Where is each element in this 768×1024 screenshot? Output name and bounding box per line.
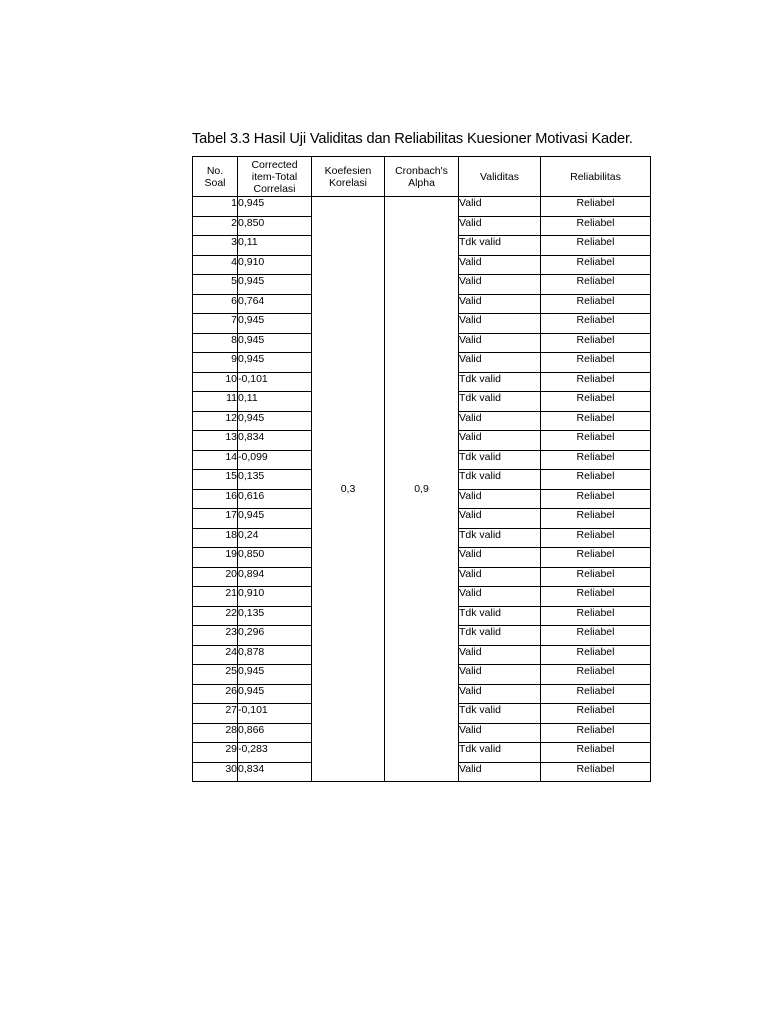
cell-reliabilitas: Reliabel <box>541 372 651 392</box>
cell-validitas: Valid <box>459 216 541 236</box>
cell-validitas: Valid <box>459 197 541 217</box>
cell-validitas: Valid <box>459 762 541 782</box>
header-corrected-item-total: Corrected item-Total Correlasi <box>238 157 312 197</box>
cell-no-soal: 7 <box>193 314 238 334</box>
cell-corrected-item-total: 0,945 <box>238 509 312 529</box>
cell-no-soal: 19 <box>193 548 238 568</box>
cell-corrected-item-total: 0,945 <box>238 197 312 217</box>
cell-corrected-item-total: 0,296 <box>238 626 312 646</box>
cell-no-soal: 4 <box>193 255 238 275</box>
cell-no-soal: 22 <box>193 606 238 626</box>
cell-no-soal: 5 <box>193 275 238 295</box>
cell-corrected-item-total: 0,945 <box>238 333 312 353</box>
cell-no-soal: 29 <box>193 743 238 763</box>
cell-corrected-item-total: 0,878 <box>238 645 312 665</box>
header-koefesien-korelasi: Koefesien Korelasi <box>312 157 385 197</box>
cell-corrected-item-total: 0,850 <box>238 216 312 236</box>
cell-corrected-item-total: 0,11 <box>238 392 312 412</box>
cell-no-soal: 14 <box>193 450 238 470</box>
cell-validitas: Tdk valid <box>459 236 541 256</box>
cell-reliabilitas: Reliabel <box>541 548 651 568</box>
cell-reliabilitas: Reliabel <box>541 723 651 743</box>
cell-corrected-item-total: 0,764 <box>238 294 312 314</box>
cell-validitas: Tdk valid <box>459 626 541 646</box>
cell-reliabilitas: Reliabel <box>541 587 651 607</box>
cell-no-soal: 24 <box>193 645 238 665</box>
cell-validitas: Valid <box>459 567 541 587</box>
cell-corrected-item-total: 0,616 <box>238 489 312 509</box>
header-reliabilitas: Reliabilitas <box>541 157 651 197</box>
cell-validitas: Valid <box>459 684 541 704</box>
cell-corrected-item-total: 0,850 <box>238 548 312 568</box>
cell-no-soal: 1 <box>193 197 238 217</box>
cell-validitas: Valid <box>459 723 541 743</box>
cell-no-soal: 6 <box>193 294 238 314</box>
cell-corrected-item-total: 0,945 <box>238 411 312 431</box>
cell-reliabilitas: Reliabel <box>541 294 651 314</box>
cell-validitas: Valid <box>459 411 541 431</box>
cell-no-soal: 20 <box>193 567 238 587</box>
cell-validitas: Tdk valid <box>459 450 541 470</box>
cell-no-soal: 27 <box>193 704 238 724</box>
cell-no-soal: 18 <box>193 528 238 548</box>
header-validitas: Validitas <box>459 157 541 197</box>
cell-validitas: Tdk valid <box>459 704 541 724</box>
cell-validitas: Tdk valid <box>459 528 541 548</box>
cell-no-soal: 11 <box>193 392 238 412</box>
header-no-soal: No. Soal <box>193 157 238 197</box>
cell-reliabilitas: Reliabel <box>541 704 651 724</box>
cell-corrected-item-total: -0,099 <box>238 450 312 470</box>
cell-reliabilitas: Reliabel <box>541 665 651 685</box>
cell-reliabilitas: Reliabel <box>541 567 651 587</box>
cell-validitas: Valid <box>459 314 541 334</box>
cell-reliabilitas: Reliabel <box>541 431 651 451</box>
cell-validitas: Tdk valid <box>459 743 541 763</box>
cell-reliabilitas: Reliabel <box>541 684 651 704</box>
cell-corrected-item-total: 0,945 <box>238 275 312 295</box>
cell-no-soal: 21 <box>193 587 238 607</box>
cell-cronbachs-alpha: 0,9 <box>385 197 459 782</box>
table-caption: Tabel 3.3 Hasil Uji Validitas dan Reliabilitas Kuesioner Motivasi Kader. <box>192 131 633 147</box>
cell-reliabilitas: Reliabel <box>541 275 651 295</box>
cell-reliabilitas: Reliabel <box>541 528 651 548</box>
cell-reliabilitas: Reliabel <box>541 743 651 763</box>
cell-validitas: Valid <box>459 294 541 314</box>
cell-validitas: Valid <box>459 489 541 509</box>
cell-reliabilitas: Reliabel <box>541 197 651 217</box>
cell-corrected-item-total: 0,894 <box>238 567 312 587</box>
cell-corrected-item-total: 0,834 <box>238 431 312 451</box>
cell-corrected-item-total: 0,945 <box>238 684 312 704</box>
cell-no-soal: 12 <box>193 411 238 431</box>
cell-reliabilitas: Reliabel <box>541 626 651 646</box>
cell-no-soal: 16 <box>193 489 238 509</box>
header-row <box>193 157 651 197</box>
cell-reliabilitas: Reliabel <box>541 314 651 334</box>
cell-reliabilitas: Reliabel <box>541 509 651 529</box>
cell-corrected-item-total: -0,101 <box>238 704 312 724</box>
cell-validitas: Valid <box>459 431 541 451</box>
table-row <box>193 197 651 217</box>
cell-validitas: Valid <box>459 275 541 295</box>
cell-no-soal: 30 <box>193 762 238 782</box>
cell-reliabilitas: Reliabel <box>541 606 651 626</box>
cell-reliabilitas: Reliabel <box>541 489 651 509</box>
cell-validitas: Tdk valid <box>459 606 541 626</box>
cell-corrected-item-total: 0,834 <box>238 762 312 782</box>
cell-no-soal: 23 <box>193 626 238 646</box>
cell-reliabilitas: Reliabel <box>541 255 651 275</box>
cell-corrected-item-total: 0,945 <box>238 665 312 685</box>
cell-validitas: Valid <box>459 333 541 353</box>
cell-reliabilitas: Reliabel <box>541 762 651 782</box>
cell-no-soal: 2 <box>193 216 238 236</box>
cell-validitas: Valid <box>459 255 541 275</box>
validity-reliability-table <box>192 156 651 782</box>
cell-no-soal: 17 <box>193 509 238 529</box>
cell-reliabilitas: Reliabel <box>541 450 651 470</box>
cell-no-soal: 13 <box>193 431 238 451</box>
cell-reliabilitas: Reliabel <box>541 216 651 236</box>
header-cronbachs-alpha: Cronbach's Alpha <box>385 157 459 197</box>
cell-corrected-item-total: 0,910 <box>238 587 312 607</box>
cell-reliabilitas: Reliabel <box>541 236 651 256</box>
cell-reliabilitas: Reliabel <box>541 333 651 353</box>
cell-reliabilitas: Reliabel <box>541 392 651 412</box>
cell-reliabilitas: Reliabel <box>541 645 651 665</box>
cell-validitas: Tdk valid <box>459 392 541 412</box>
cell-corrected-item-total: 0,24 <box>238 528 312 548</box>
cell-no-soal: 26 <box>193 684 238 704</box>
cell-corrected-item-total: 0,866 <box>238 723 312 743</box>
cell-reliabilitas: Reliabel <box>541 470 651 490</box>
cell-corrected-item-total: 0,11 <box>238 236 312 256</box>
cell-validitas: Valid <box>459 548 541 568</box>
cell-no-soal: 9 <box>193 353 238 373</box>
cell-no-soal: 15 <box>193 470 238 490</box>
cell-no-soal: 10 <box>193 372 238 392</box>
cell-corrected-item-total: 0,945 <box>238 314 312 334</box>
cell-koefesien-korelasi: 0,3 <box>312 197 385 782</box>
cell-validitas: Tdk valid <box>459 372 541 392</box>
cell-corrected-item-total: -0,283 <box>238 743 312 763</box>
cell-no-soal: 8 <box>193 333 238 353</box>
cell-validitas: Valid <box>459 665 541 685</box>
cell-corrected-item-total: 0,135 <box>238 606 312 626</box>
cell-corrected-item-total: 0,910 <box>238 255 312 275</box>
cell-validitas: Valid <box>459 509 541 529</box>
cell-no-soal: 3 <box>193 236 238 256</box>
cell-no-soal: 25 <box>193 665 238 685</box>
cell-corrected-item-total: 0,945 <box>238 353 312 373</box>
cell-corrected-item-total: -0,101 <box>238 372 312 392</box>
cell-validitas: Valid <box>459 645 541 665</box>
cell-validitas: Valid <box>459 353 541 373</box>
cell-validitas: Valid <box>459 587 541 607</box>
cell-no-soal: 28 <box>193 723 238 743</box>
cell-validitas: Tdk valid <box>459 470 541 490</box>
cell-corrected-item-total: 0,135 <box>238 470 312 490</box>
cell-reliabilitas: Reliabel <box>541 353 651 373</box>
cell-reliabilitas: Reliabel <box>541 411 651 431</box>
